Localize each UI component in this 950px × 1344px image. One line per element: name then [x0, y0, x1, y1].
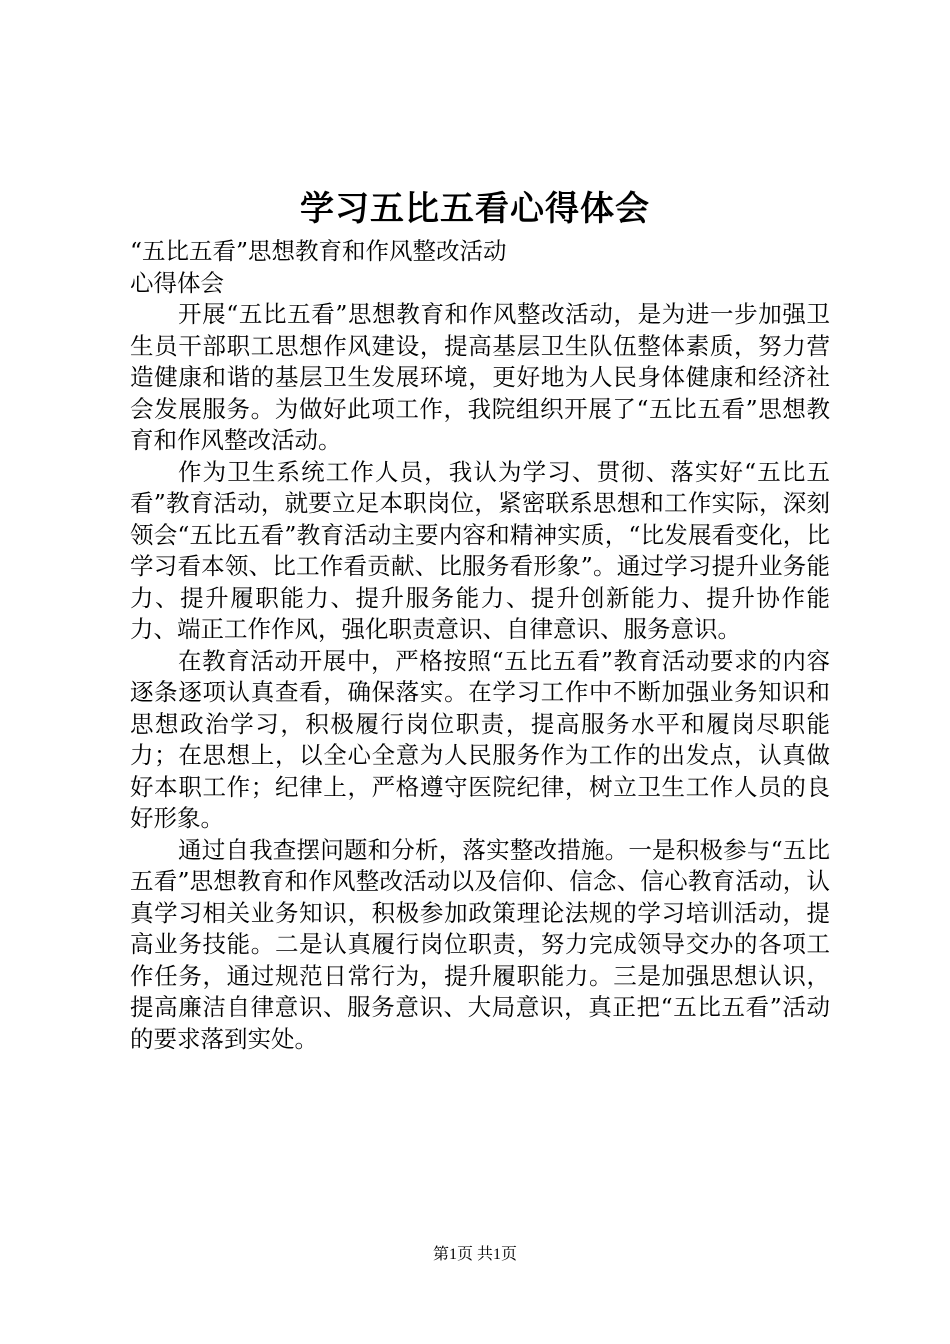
paragraph-1: 开展“五比五看”思想教育和作风整改活动，是为进一步加强卫生员干部职工思想作风建设，提高基层卫生队伍整体素质，努力营造健康和谐的基层卫生发展环境，更好地为人民身体健康和经济社会发展服务。为做好此项工作，我院组织开展了“五比五看”思想教育和作风整改活动。: [130, 300, 830, 454]
subtitle-line-1: “五比五看”思想教育和作风整改活动: [130, 237, 507, 265]
paragraph-4: 通过自我查摆问题和分析，落实整改措施。一是积极参与“五比五看”思想教育和作风整改活动以及信仰、信念、信心教育活动，认真学习相关业务知识，积极参加政策理论法规的学习培训活动，提高业务技能。二是认真履行岗位职责，努力完成领导交办的各项工作任务，通过规范日常行为，提升履职能力。三是加强思想认识，提高廉洁自律意识、服务意识、大局意识，真正把“五比五看”活动的要求落到实处。: [130, 835, 830, 1053]
subtitle-line-2: 心得体会: [130, 268, 224, 297]
page-footer: 第1页 共1页: [432, 1246, 517, 1263]
document-body: [130, 236, 830, 1055]
paragraph-2: 作为卫生系统工作人员，我认为学习、贯彻、落实好“五比五看”教育活动，就要立足本职岗位，紧密联系思想和工作实际，深刻领会“五比五看”教育活动主要内容和精神实质，“比发展看变化，比学习看本领、比工作看贡献、比服务看形象”。通过学习提升业务能力、提升履职能力、提升服务能力、提升创新能力、提升协作能力、端正工作作风，强化职责意识、自律意识、服务意识。: [130, 457, 830, 643]
paragraph-3: 在教育活动开展中，严格按照“五比五看”教育活动要求的内容逐条逐项认真查看，确保落实。在学习工作中不断加强业务知识和思想政治学习，积极履行岗位职责，提高服务水平和履岗尽职能力；在思想上，以全心全意为人民服务作为工作的出发点，认真做好本职工作；纪律上，严格遵守医院纪律，树立卫生工作人员的良好形象。: [130, 646, 830, 832]
document-title: 学习五比五看心得体会: [300, 189, 650, 229]
